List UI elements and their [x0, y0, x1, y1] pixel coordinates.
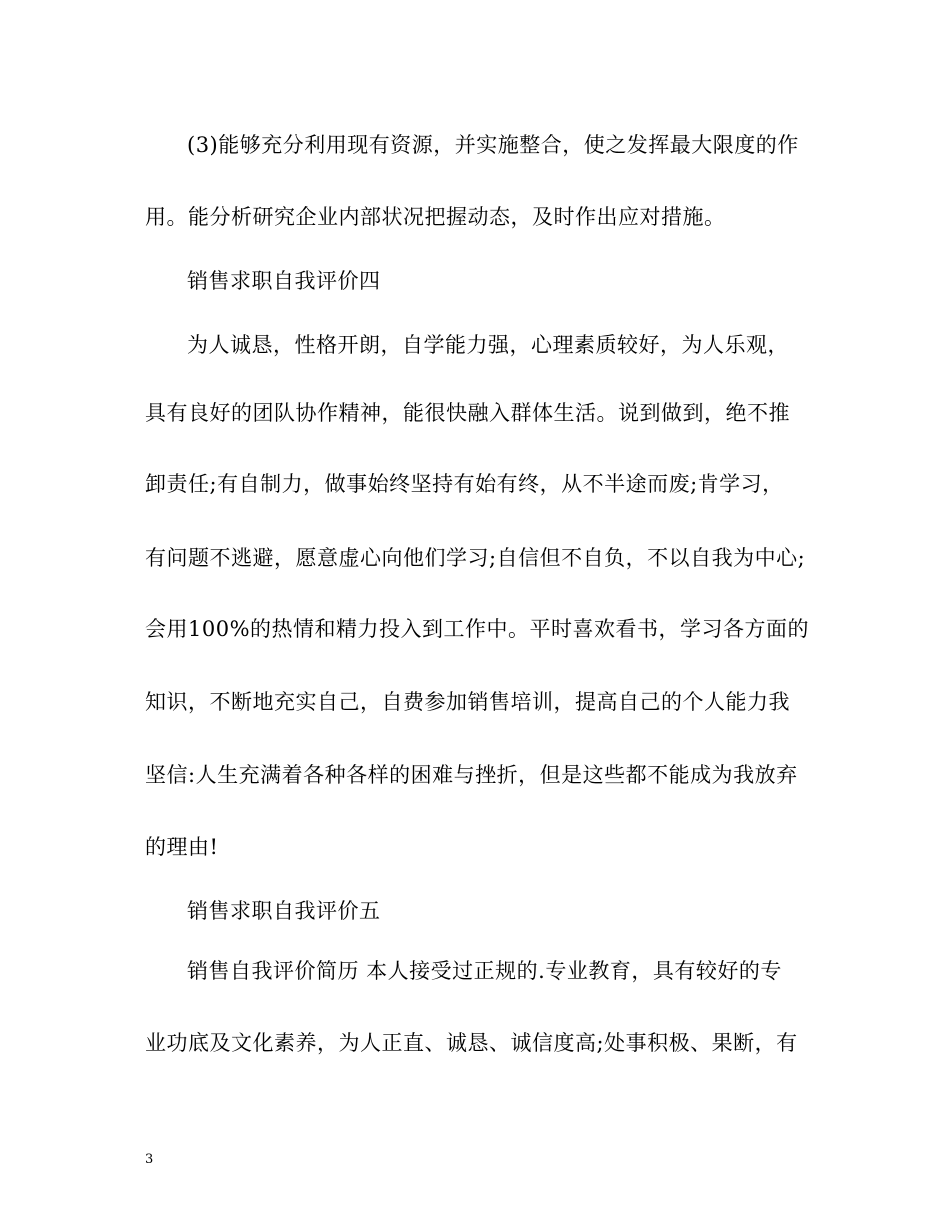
paragraph-line: 知识，不断地充实自己，自费参加销售培训，提高自己的个人能力我: [145, 690, 790, 714]
paragraph-line: 为人诚恳，性格开朗，自学能力强，心理素质较好，为人乐观，: [187, 333, 789, 357]
paragraph-line: 具有良好的团队协作精神，能很快融入群体生活。说到做到，绝不推: [145, 401, 790, 425]
paragraph-line: 业功底及文化素养，为人正直、诚恳、诚信度高;处事积极、果断，有: [145, 1031, 798, 1055]
paragraph-line: 卸责任;有自制力，做事始终坚持有始有终，从不半途而废;肯学习，: [145, 472, 784, 496]
paragraph-line: 有问题不逃避，愿意虚心向他们学习;自信但不自负，不以自我为中心;: [145, 546, 806, 570]
paragraph-line: 会用100%的热情和精力投入到工作中。平时喜欢看书，学习各方面的: [145, 617, 810, 641]
section-heading: 销售求职自我评价四: [187, 269, 381, 293]
paragraph-line: 用。能分析研究企业内部状况把握动态，及时作出应对措施。: [145, 205, 726, 229]
paragraph-line: 的理由!: [145, 835, 219, 859]
page-number: 3: [145, 1152, 154, 1167]
paragraph-line: (3)能够充分利用现有资源，并实施整合，使之发挥最大限度的作: [187, 133, 799, 157]
section-heading: 销售求职自我评价五: [187, 899, 381, 923]
paragraph-line: 销售自我评价简历 本人接受过正规的.专业教育，具有较好的专: [187, 959, 782, 983]
paragraph-line: 坚信:人生充满着各种各样的困难与挫折，但是这些都不能成为我放弃: [145, 763, 798, 787]
